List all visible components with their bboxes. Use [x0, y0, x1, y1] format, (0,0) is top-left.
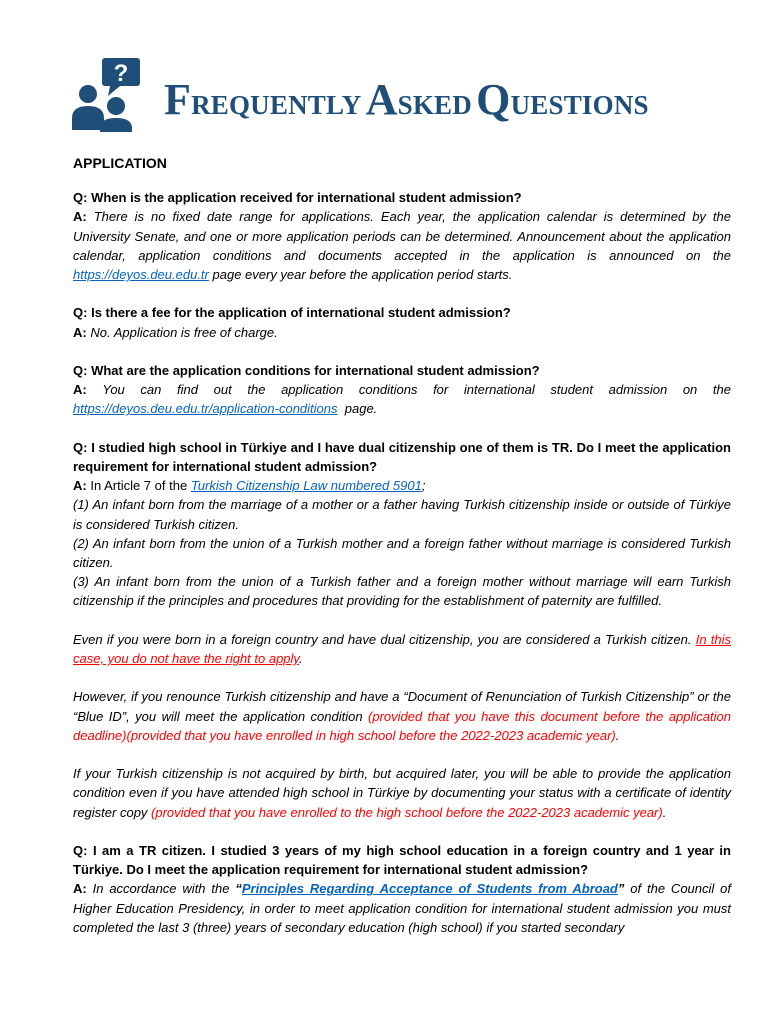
- section-heading: APPLICATION: [73, 155, 167, 171]
- question: Q: What are the application conditions for international student admission?: [73, 363, 540, 378]
- renounce-note: However, if you renounce Turkish citizenship and have a “Document of Renunciation of Turkish Citizenship” or the “Blue ID”, you will meet the application condition (provided that you have this document before the application deadline)(provided that you have enrolled in high school before the 2022-2023 academic year).: [73, 689, 731, 743]
- citizenship-law-link[interactable]: Turkish Citizenship Law numbered 5901: [190, 478, 422, 494]
- question: Q: Is there a fee for the application of international student admission?: [73, 305, 511, 321]
- page-title: FREQUENTLY ASKED QUESTIONS: [164, 75, 649, 124]
- principles-link[interactable]: Principles Regarding Acceptance of Students from Abroad: [241, 881, 618, 897]
- header: [72, 56, 712, 132]
- law-item: (2) An infant born from the union of a Turkish mother and a foreign father without marriage is considered Turkish citizen.: [73, 535, 731, 571]
- faq-content: [73, 154, 731, 937]
- acquired-note: If your Turkish citizenship is not acquired by birth, but acquired later, you will be able to provide the application condition even if you have attended high school in Türkiye by documenting your status with a certificate of identity register copy (provided that you have enrolled to the high school before the 2022-2023 academic year).: [73, 766, 731, 820]
- question: Q: I am a TR citizen. I studied 3 years of my high school education in a foreign country and 1 year in Türkiye. Do I meet the application requirement for international student admission?: [73, 843, 731, 878]
- law-item: (3) An infant born from the union of a Turkish father and a foreign mother without marriage will earn Turkish citizenship if the principles and procedures that providing for the establishment of paternity are fulfilled.: [73, 574, 731, 609]
- application-conditions-link[interactable]: https://deyos.deu.edu.tr/application-conditions: [73, 401, 338, 417]
- law-item: (1) An infant born from the marriage of a mother or a father having Turkish citizenship inside or outside of Türkiye is considered Turkish citizen.: [73, 497, 731, 532]
- answer: A: In Article 7 of the Turkish Citizenship Law numbered 5901;: [73, 478, 426, 494]
- answer: A: There is no fixed date range for applications. Each year, the application calendar is determined by the University Senate, and one or more application periods can be determined. Announcement about the application calendar, application conditions and documents accepted in the application is announced on the https://deyos.deu.edu.tr page every year before the application period starts.: [73, 209, 731, 283]
- question: Q: When is the application received for international student admission?: [73, 190, 522, 206]
- answer: A: In accordance with the “Principles Regarding Acceptance of Students from Abroad” of the Council of Higher Education Presidency, in order to meet application condition for international student admission you must completed the last 3 (three) years of secondary education (high school) if you started secondary: [73, 881, 732, 935]
- svg-text:?: ?: [113, 60, 129, 87]
- deyos-link[interactable]: https://deyos.deu.edu.tr: [73, 267, 209, 283]
- answer: A: No. Application is free of charge.: [73, 324, 278, 340]
- answer: A: You can find out the application conditions for international student admission on the https://deyos.deu.edu.tr/application-conditions page.: [73, 382, 731, 417]
- faq-people-question-icon: [72, 56, 144, 132]
- question: Q: I studied high school in Türkiye and I have dual citizenship one of them is TR. Do I meet the application requirement for international student admission?: [73, 439, 731, 474]
- dual-citizenship-note: Even if you were born in a foreign country and have dual citizenship, you are considered a Turkish citizen. In this case, you do not have the right to apply.: [73, 631, 731, 667]
